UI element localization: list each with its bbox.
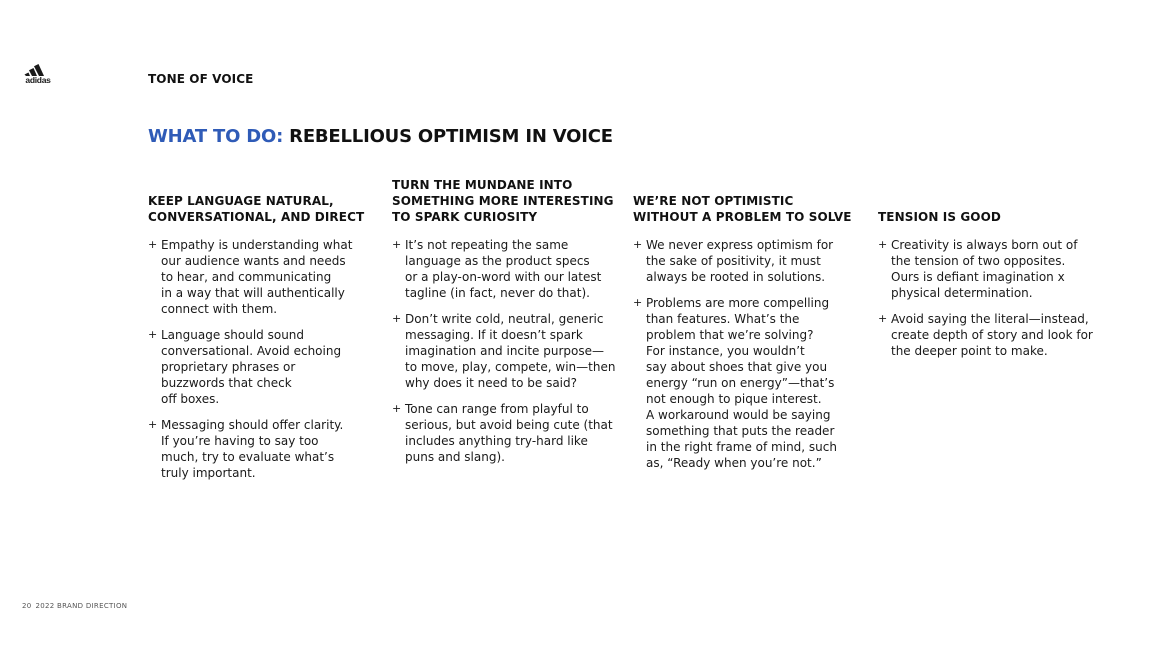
plus-bullet-icon: + (392, 312, 402, 325)
page-footer (22, 602, 127, 611)
list-item (392, 401, 628, 465)
list-item-text: Messaging should offer clarity. If you’re having to say too much, try to evaluate what’s truly important. (161, 418, 344, 480)
plus-bullet-icon: + (633, 238, 643, 251)
plus-bullet-icon: + (878, 238, 888, 251)
list-item-text: Tone can range from playful to serious, but avoid being cute (that includes anything try-hard like puns and slang). (405, 402, 613, 464)
plus-bullet-icon: + (392, 402, 402, 415)
list-item (148, 237, 384, 317)
title-text: REBELLIOUS OPTIMISM IN VOICE (283, 126, 613, 147)
list-item (392, 311, 628, 391)
list-item-text: Language should sound conversational. Avoid echoing proprietary phrases or buzzwords that check off boxes. (161, 328, 342, 406)
column-heading: TENSION IS GOOD (878, 210, 1001, 224)
bullet-list (392, 237, 628, 475)
plus-bullet-icon: + (148, 328, 158, 341)
plus-bullet-icon: + (633, 296, 643, 309)
column-tension (878, 168, 1114, 358)
plus-bullet-icon: + (392, 238, 402, 251)
plus-bullet-icon: + (148, 418, 158, 431)
page-title (148, 126, 613, 148)
column-natural-language (148, 168, 384, 480)
list-item (878, 311, 1114, 359)
bullet-list (148, 237, 384, 491)
list-item-text: It’s not repeating the same language as the product specs or a play-on-word with our latest tagline (in fact, never do that). (405, 238, 602, 300)
column-optimism (633, 168, 869, 470)
column-mundane (392, 168, 628, 464)
list-item-text: Don’t write cold, neutral, generic messaging. If it doesn’t spark imagination and incite purpose— to move, play, compete, win—then why does it need to be said? (405, 312, 616, 390)
page-number: 20 (22, 602, 32, 610)
title-accent: WHAT TO DO: (148, 126, 284, 147)
adidas-wordmark: adidas (25, 75, 51, 85)
list-item-text: Avoid saying the literal—instead, create depth of story and look for the deeper point to make. (891, 312, 1093, 358)
list-item-text: Empathy is understanding what our audience wants and needs to hear, and communicating in a way that will authentically connect with them. (161, 238, 353, 316)
list-item-text: We never express optimism for the sake of positivity, it must always be rooted in solutions. (646, 238, 834, 284)
adidas-logo (22, 63, 54, 85)
column-heading: WE’RE NOT OPTIMISTIC WITHOUT A PROBLEM TO SOLVE (633, 194, 852, 224)
section-label: TONE OF VOICE (148, 72, 254, 86)
plus-bullet-icon: + (878, 312, 888, 325)
list-item (633, 237, 869, 285)
document-title: 2022 BRAND DIRECTION (35, 602, 128, 610)
list-item (148, 417, 384, 481)
list-item-text: Creativity is always born out of the tension of two opposites. Ours is defiant imagination x physical determination. (891, 238, 1078, 300)
list-item (878, 237, 1114, 301)
list-item-text: Problems are more compelling than features. What’s the problem that we’re solving? For instance, you wouldn’t say about shoes that give you energy “run on energy”—that’s not enough to pique interest. A workaround would be saying something that puts the reader in the right frame of mind, such as, “Ready when you’re not.” (646, 296, 837, 470)
plus-bullet-icon: + (148, 238, 158, 251)
bullet-list (878, 237, 1114, 369)
list-item (392, 237, 628, 301)
list-item (633, 295, 869, 471)
column-heading: TURN THE MUNDANE INTO SOMETHING MORE INTERESTING TO SPARK CURIOSITY (392, 178, 614, 224)
bullet-list (633, 237, 869, 481)
column-heading: KEEP LANGUAGE NATURAL, CONVERSATIONAL, AND DIRECT (148, 194, 365, 224)
list-item (148, 327, 384, 407)
